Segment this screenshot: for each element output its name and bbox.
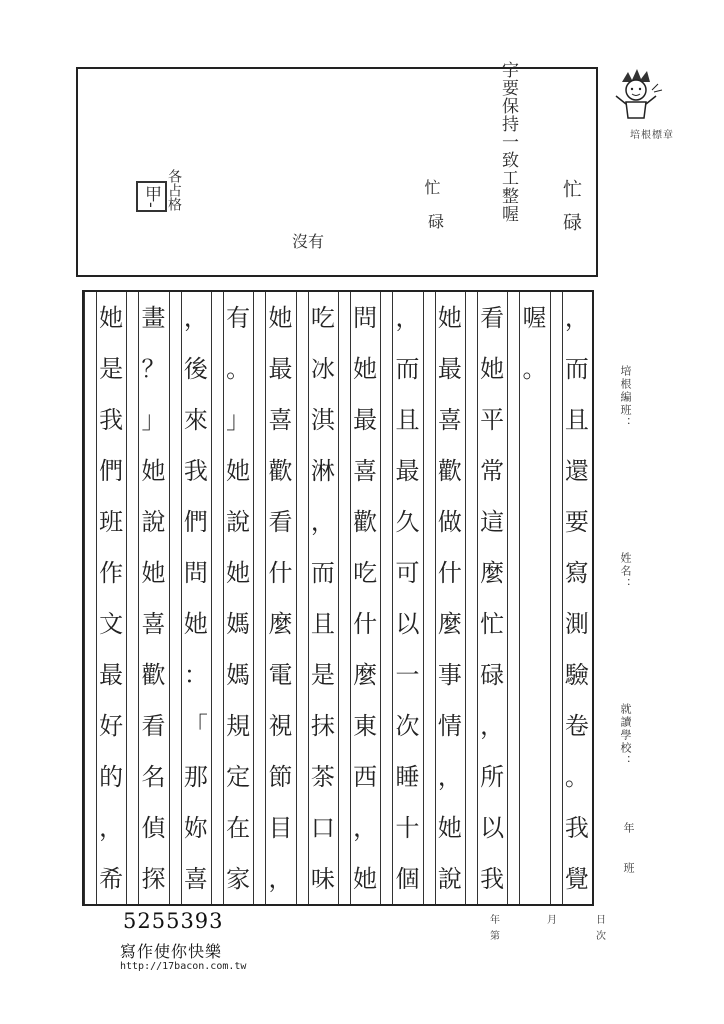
grid-cell: 。: [564, 762, 589, 791]
grid-cell: 忙: [480, 609, 505, 638]
grid-cell: 最: [437, 354, 462, 383]
column-rule: [223, 292, 224, 904]
grid-cell: 節: [268, 762, 293, 791]
column-rule: [265, 292, 266, 904]
grid-cell: 」: [226, 405, 251, 434]
grid-cell: 看: [141, 711, 166, 740]
grid-cell: 她: [226, 558, 251, 587]
sheet-number: 5255393: [123, 909, 224, 933]
column-rule: [138, 292, 139, 904]
column-rule: [126, 292, 127, 904]
grid-cell: 情: [437, 711, 462, 740]
writing-column: [265, 292, 295, 904]
grid-cell: 的: [99, 762, 124, 791]
grid-cell: 淋: [310, 456, 335, 485]
column-rule: [350, 292, 351, 904]
grid-cell: 我: [564, 813, 589, 842]
grid-cell: 我: [480, 864, 505, 893]
grid-cell: 偵: [141, 813, 166, 842]
grid-cell: 個: [395, 864, 420, 893]
column-rule: [465, 292, 466, 904]
grid-cell: 麼: [353, 660, 378, 689]
grid-cell: 她: [353, 864, 378, 893]
grid-cell: 家: [226, 864, 251, 893]
grid-cell: ？: [141, 354, 166, 383]
grid-cell: 她: [183, 609, 208, 638]
grid-cell: ，: [437, 762, 462, 791]
grid-cell: 有: [226, 303, 251, 332]
grid-cell: 以: [480, 813, 505, 842]
grid-cell: 喜: [141, 609, 166, 638]
grid-cell: 平: [480, 405, 505, 434]
grid-cell: 探: [141, 864, 166, 893]
grid-cell: 看: [480, 303, 505, 332]
grade-mark: 甲-: [136, 181, 167, 212]
column-rule: [435, 292, 436, 904]
day-label: 日: [596, 915, 606, 926]
grid-cell: ，: [268, 864, 293, 893]
column-rule: [84, 292, 85, 904]
grid-cell: 測: [564, 609, 589, 638]
grid-cell: ，: [310, 507, 335, 536]
comment-mark-3: 忙碌: [560, 179, 582, 245]
month-label: 月: [547, 915, 557, 926]
comment-mark-1: 忙: [422, 179, 441, 195]
column-rule: [96, 292, 97, 904]
teacher-comment-text: 字要保持一致工整喔: [498, 61, 518, 223]
grid-cell: 問: [183, 558, 208, 587]
writing-column: [435, 292, 465, 904]
grid-cell: 喔: [522, 303, 547, 332]
grid-cell: 媽: [226, 609, 251, 638]
grid-cell: 名: [141, 762, 166, 791]
grid-cell: ，: [353, 813, 378, 842]
grid-cell: 常: [480, 456, 505, 485]
writing-column: [350, 292, 380, 904]
side-note: 沒有: [292, 232, 325, 251]
grid-cell: ：: [183, 660, 208, 689]
grid-cell: 十: [395, 813, 420, 842]
grid-cell: 卷: [564, 711, 589, 740]
writing-column: [519, 292, 549, 904]
times-label: 次: [596, 931, 606, 942]
grid-cell: 一: [395, 660, 420, 689]
grid-cell: 我: [183, 456, 208, 485]
class-label: 培根編班：: [619, 365, 632, 430]
grid-cell: 且: [564, 405, 589, 434]
grid-cell: 且: [310, 609, 335, 638]
grid-cell: ，: [99, 813, 124, 842]
grid-cell: 歡: [268, 456, 293, 485]
writing-column: [477, 292, 507, 904]
grid-cell: 她: [437, 303, 462, 332]
writing-column: [181, 292, 211, 904]
grid-cell: 而: [395, 354, 420, 383]
grid-cell: 吃: [353, 558, 378, 587]
grid-cell: 抹: [310, 711, 335, 740]
grid-cell: 妳: [183, 813, 208, 842]
school-label: 就讀學校：: [619, 703, 632, 768]
column-rule: [338, 292, 339, 904]
grid-cell: 驗: [564, 660, 589, 689]
grid-cell: 她: [480, 354, 505, 383]
grid-cell: 這: [480, 507, 505, 536]
year-label: 年: [490, 915, 500, 926]
stamp-label: 培根標章: [630, 130, 674, 141]
grid-cell: 歡: [353, 507, 378, 536]
grid-cell: 歡: [437, 456, 462, 485]
grid-cell: 以: [395, 609, 420, 638]
brand-slogan: 寫作使你快樂: [120, 942, 223, 961]
grid-cell: 睡: [395, 762, 420, 791]
grid-cell: 說: [141, 507, 166, 536]
writing-column: [138, 292, 168, 904]
grid-cell: 喜: [437, 405, 462, 434]
grid-cell: 是: [99, 354, 124, 383]
grid-cell: 可: [395, 558, 420, 587]
grid-cell: 「: [183, 711, 208, 740]
column-rule: [253, 292, 254, 904]
ordinal-label: 第: [490, 931, 500, 942]
grade-label: 各占格: [166, 169, 182, 211]
grid-cell: 喜: [268, 405, 293, 434]
grid-cell: 文: [99, 609, 124, 638]
grid-cell: 要: [564, 507, 589, 536]
grid-cell: 目: [268, 813, 293, 842]
grid-cell: 最: [268, 354, 293, 383]
grid-cell: 事: [437, 660, 462, 689]
grid-cell: 做: [437, 507, 462, 536]
grid-cell: 。: [226, 354, 251, 383]
grid-cell: 們: [183, 507, 208, 536]
grid-cell: 問: [353, 303, 378, 332]
writing-column: [96, 292, 126, 904]
writing-column: [562, 292, 592, 904]
writing-column: [308, 292, 338, 904]
writing-column: [392, 292, 422, 904]
name-label: 姓名：: [619, 552, 632, 591]
grid-cell: ，: [395, 303, 420, 332]
grid-cell: 冰: [310, 354, 335, 383]
grid-cell: 東: [353, 711, 378, 740]
column-rule: [550, 292, 551, 904]
grid-cell: 她: [437, 813, 462, 842]
grid-cell: 畫: [141, 303, 166, 332]
grid-cell: 最: [99, 660, 124, 689]
column-rule: [477, 292, 478, 904]
grid-cell: 什: [437, 558, 462, 587]
grid-cell: 還: [564, 456, 589, 485]
grid-cell: 而: [564, 354, 589, 383]
grid-cell: 定: [226, 762, 251, 791]
grid-cell: 寫: [564, 558, 589, 587]
brand-url: http://17bacon.com.tw: [120, 961, 247, 972]
grid-cell: 她: [268, 303, 293, 332]
grid-cell: 麼: [268, 609, 293, 638]
grid-cell: 後: [183, 354, 208, 383]
grid-cell: 麼: [480, 558, 505, 587]
grid-cell: 她: [141, 456, 166, 485]
grid-cell: 作: [99, 558, 124, 587]
grid-cell: 碌: [480, 660, 505, 689]
grid-cell: 在: [226, 813, 251, 842]
grid-cell: 歡: [141, 660, 166, 689]
grid-cell: 說: [226, 507, 251, 536]
bacon-mascot-logo: [608, 64, 666, 124]
grid-cell: ，: [480, 711, 505, 740]
grid-cell: 茶: [310, 762, 335, 791]
teacher-comment-box: [76, 61, 598, 277]
column-rule: [211, 292, 212, 904]
grid-cell: 味: [310, 864, 335, 893]
grid-cell: 麼: [437, 609, 462, 638]
grid-cell: 好: [99, 711, 124, 740]
column-rule: [296, 292, 297, 904]
column-rule: [423, 292, 424, 904]
grid-cell: 且: [395, 405, 420, 434]
column-rule: [562, 292, 563, 904]
grid-cell: 她: [353, 354, 378, 383]
grid-cell: 久: [395, 507, 420, 536]
grid-cell: 她: [99, 303, 124, 332]
column-rule: [181, 292, 182, 904]
grid-cell: 什: [268, 558, 293, 587]
grid-cell: 口: [310, 813, 335, 842]
grid-cell: 淇: [310, 405, 335, 434]
grid-cell: 什: [353, 609, 378, 638]
grid-cell: 電: [268, 660, 293, 689]
column-rule: [507, 292, 508, 904]
grid-cell: 規: [226, 711, 251, 740]
grid-cell: 們: [99, 456, 124, 485]
grid-cell: 吃: [310, 303, 335, 332]
grade-year-label: 年: [622, 822, 635, 835]
comment-mark-2: 碌: [428, 212, 445, 231]
grid-cell: 班: [99, 507, 124, 536]
grid-cell: 來: [183, 405, 208, 434]
writing-grid: [82, 290, 594, 906]
grid-cell: ，: [183, 303, 208, 332]
writing-column: [223, 292, 253, 904]
grid-cell: 次: [395, 711, 420, 740]
column-rule: [519, 292, 520, 904]
grid-cell: 。: [522, 354, 547, 383]
grid-cell: 是: [310, 660, 335, 689]
grid-cell: 視: [268, 711, 293, 740]
grid-cell: 覺: [564, 864, 589, 893]
grid-cell: 喜: [183, 864, 208, 893]
column-rule: [308, 292, 309, 904]
grid-cell: 那: [183, 762, 208, 791]
grid-cell: 喜: [353, 456, 378, 485]
grid-cell: 西: [353, 762, 378, 791]
column-rule: [169, 292, 170, 904]
grid-cell: 媽: [226, 660, 251, 689]
grid-cell: ，: [564, 303, 589, 332]
column-rule: [380, 292, 381, 904]
grid-cell: 最: [395, 456, 420, 485]
grid-cell: 希: [99, 864, 124, 893]
grid-cell: 」: [141, 405, 166, 434]
grid-cell: 她: [141, 558, 166, 587]
grid-cell: 看: [268, 507, 293, 536]
grid-cell: 說: [437, 864, 462, 893]
column-rule: [392, 292, 393, 904]
grid-cell: 她: [226, 456, 251, 485]
grid-cell: 而: [310, 558, 335, 587]
grid-cell: 最: [353, 405, 378, 434]
grid-cell: 我: [99, 405, 124, 434]
grid-cell: 所: [480, 762, 505, 791]
class-no-label: 班: [622, 862, 635, 875]
